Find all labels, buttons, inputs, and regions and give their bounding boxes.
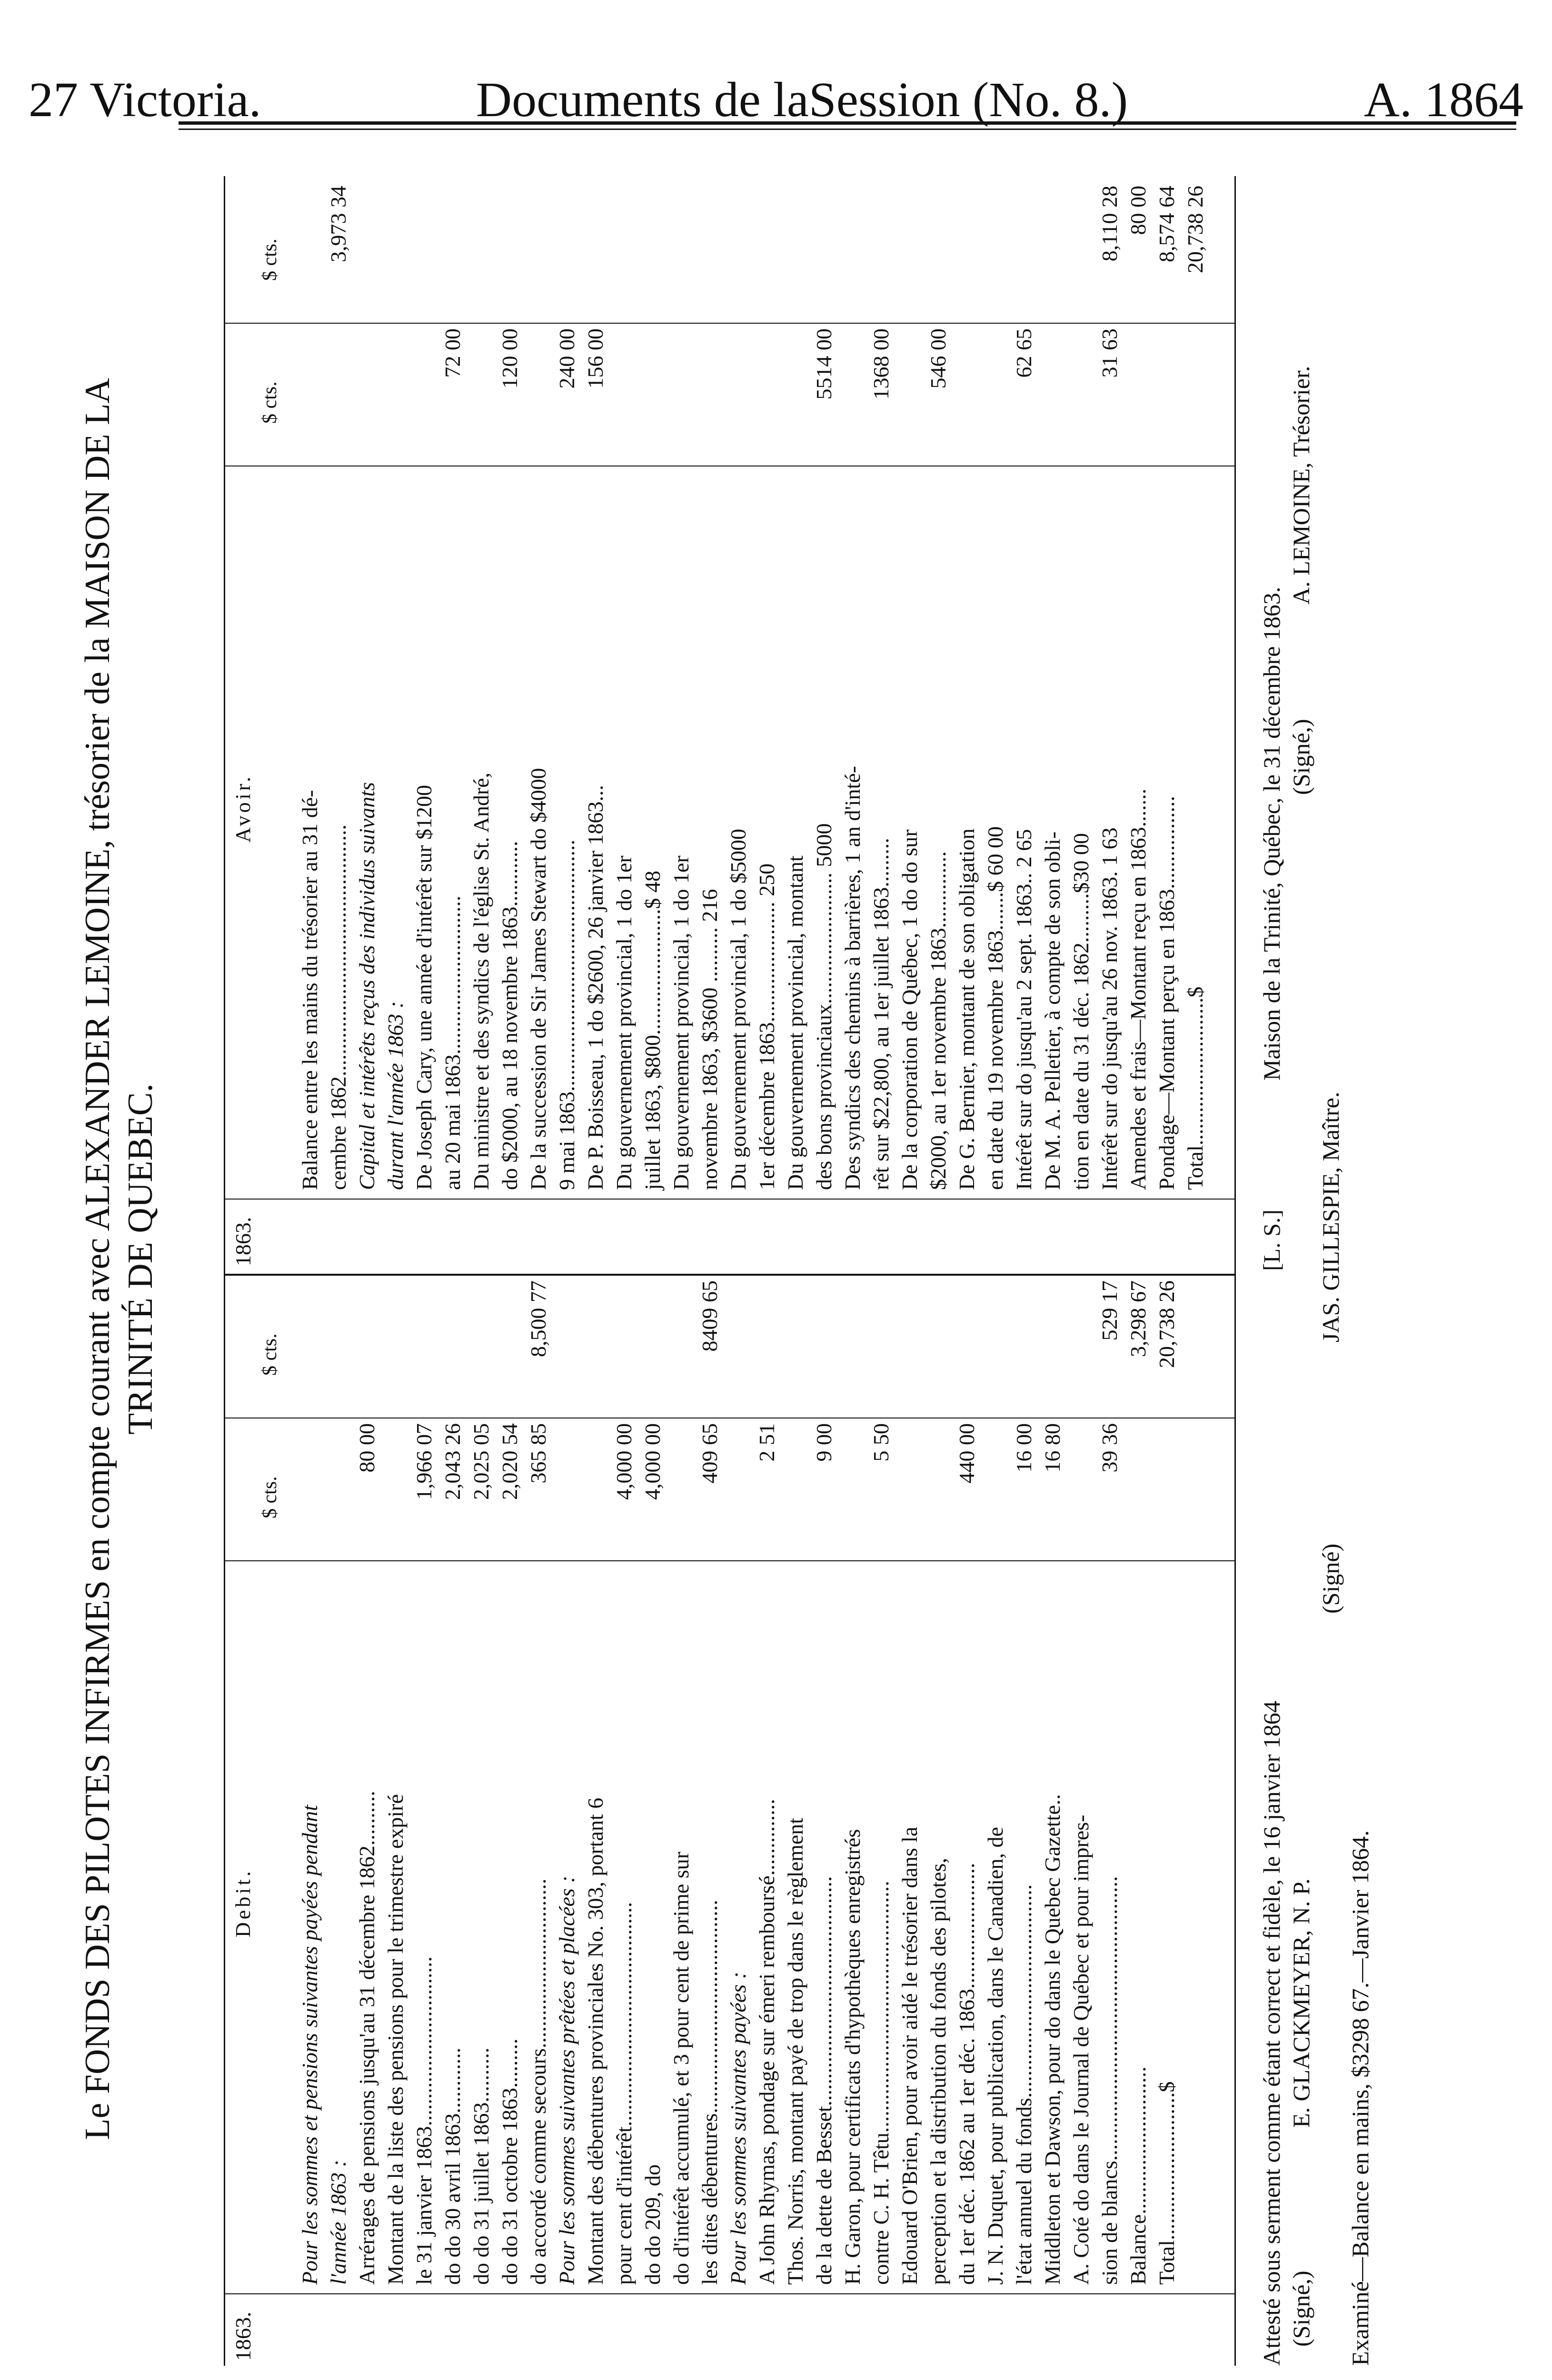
credit-amount: 31 63 <box>1097 328 1122 378</box>
signe-3: (Signé,) <box>1288 719 1314 795</box>
credit-line: Amendes et frais—Montant reçu en 1863....... <box>1126 788 1150 1190</box>
credit-unit-1: $ cts. <box>259 381 281 424</box>
debit-line: do do 209, do <box>640 2164 665 2285</box>
header-session: 27 Victoria. <box>29 72 261 127</box>
debit-line: le 31 janvier 1863............................... <box>412 1956 436 2285</box>
debit-unit-2: $ cts. <box>259 1333 281 1376</box>
debit-year-rule <box>225 2293 1234 2294</box>
debit-line: perception et la distribution du fonds des pilotes, <box>926 1858 950 2285</box>
debit-line: du 1er déc. 1862 au 1er déc. 1863....................... <box>955 1863 979 2285</box>
credit-heading: Avoir. <box>231 774 255 843</box>
debit-amount: 39 36 <box>1097 1423 1122 1473</box>
debit-amount: 1,966 07 <box>412 1423 436 1500</box>
debit-line: Montant de la liste des pensions pour le trimestre expiré <box>383 1794 408 2285</box>
ledger-table <box>224 176 1236 2366</box>
title-line-1: Le FONDS DES PILOTES INFIRMES en compte courant avec ALEXANDER LEMOINE, trésorier de la MAISON DE LA <box>78 378 117 2140</box>
examined-note: Examiné—Balance en mains, $3298 67.—Janvier 1864. <box>1347 1830 1373 2366</box>
credit-line: De Joseph Cary, une année d'intérêt sur $1200 <box>412 785 436 1190</box>
credit-amount: 120 00 <box>497 328 522 389</box>
credit-line: De P. Boisseau, 1 do $2600, 26 janvier 1863... <box>583 785 607 1190</box>
credit-unit-2: $ cts. <box>259 238 281 281</box>
debit-amount: 2 51 <box>755 1423 779 1462</box>
credit-line: Du gouvernement provincial, montant <box>783 855 807 1190</box>
credit-line: Des syndics des chemins à barrières, 1 an d'inté- <box>840 766 865 1190</box>
credit-line: Capital et intérêts reçus des individus suivants <box>355 782 379 1190</box>
debit-amount: 16 00 <box>1012 1423 1036 1473</box>
debit-line: A. Coté do dans le Journal de Québec et pour impres- <box>1069 1815 1093 2285</box>
credit-line: au 20 mai 1863............................. <box>440 895 465 1190</box>
debit-line: Montant des débentures provinciales No. 303, portant 6 <box>583 1797 607 2285</box>
debit-total: 3,298 67 <box>1126 1280 1150 1357</box>
page-header <box>0 0 1552 127</box>
debit-line: do do 31 juillet 1863.......... <box>469 2047 493 2285</box>
credit-line: $2000, au 1er novembre 1863.............. <box>926 851 950 1190</box>
debit-total: 529 17 <box>1097 1280 1122 1341</box>
credit-year: 1863. <box>231 1217 255 1266</box>
debit-line: Total...........................$ <box>1154 2081 1179 2285</box>
debit-line: Pour les sommes suivantes prêtées et placées : <box>555 1875 579 2285</box>
credit-total: 20,738 26 <box>1183 186 1207 273</box>
credit-amount: 5514 00 <box>812 328 836 400</box>
debit-amount: 16 80 <box>1040 1423 1065 1473</box>
header-rule <box>179 121 1516 125</box>
debit-line: Arrérages de pensions jusqu'au 31 décembre 1862.......... <box>355 1791 379 2285</box>
debit-amount: 2,043 26 <box>440 1423 465 1500</box>
credit-line: Du gouvernement provincial, 1 do 1er <box>612 855 636 1190</box>
debit-total: 8409 65 <box>697 1280 722 1352</box>
credit-line: cembre 1862.............................................. <box>326 824 350 1190</box>
debit-amount: 2,025 05 <box>469 1423 493 1500</box>
credit-line: rêt sur $22,800, au 1er juillet 1863......... <box>869 838 893 1190</box>
debit-amount: 9 00 <box>812 1423 836 1462</box>
debit-line: Pour les sommes et pensions suivantes payées pendant <box>298 1805 322 2285</box>
header-year: A. 1864 <box>1363 72 1523 127</box>
debit-year: 1863. <box>231 2311 255 2361</box>
header-rule-thin <box>179 129 1516 130</box>
credit-line: De G. Bernier, montant de son obligation <box>955 828 979 1190</box>
debit-line: Thos. Norris, montant payé de trop dans le règlement <box>783 1817 807 2285</box>
credit-line: 9 mai 1863.............................................. <box>555 840 579 1190</box>
credit-total: 3,973 34 <box>326 186 350 262</box>
credit-line: Du ministre et des syndics de l'église St. André, <box>469 772 493 1190</box>
place-date: Maison de la Trinité, Québec, le 31 décembre 1863. <box>1258 586 1285 1081</box>
account-title <box>76 152 162 2366</box>
debit-amount: 5 50 <box>869 1423 893 1462</box>
credit-total-rule <box>225 323 1234 324</box>
attestation: Attesté sous serment comme étant correct et fidèle, le 16 janvier 1864 <box>1258 1701 1285 2366</box>
credit-line: tion en date du 31 déc. 1862.........$30 00 <box>1069 833 1093 1190</box>
credit-line: en date du 19 novembre 1863.......$ 60 00 <box>983 826 1007 1190</box>
debit-heading: Debit. <box>231 1868 255 1937</box>
debit-amount: 80 00 <box>355 1423 379 1473</box>
seal: [L. S.] <box>1258 1209 1285 1271</box>
debit-line: do d'intérêt accumulé, et 3 pour cent de prime sur <box>669 1851 693 2285</box>
credit-line: De la corporation de Québec, 1 do do sur <box>897 829 922 1190</box>
debit-line: do do 31 octobre 1863......... <box>497 2038 522 2285</box>
title-line-2: TRINITÉ DE QUEBEC. <box>121 1083 160 1435</box>
debit-column <box>225 1274 1234 2366</box>
debit-amount: 2,020 54 <box>497 1423 522 1500</box>
credit-line: 1er décembre 1863...................... 250 <box>755 863 779 1190</box>
credit-line: Intérêt sur do jusqu'au 2 sept. 1863.. 2 65 <box>1012 829 1036 1190</box>
signe-1: (Signé,) <box>1288 2271 1314 2347</box>
credit-amount: 72 00 <box>440 328 465 378</box>
debit-amount: 4,000 00 <box>612 1423 636 1500</box>
debit-line: sion de blancs.................................................... <box>1097 1876 1122 2285</box>
debit-amount: 365 85 <box>526 1423 550 1484</box>
credit-amount: 546 00 <box>926 328 950 389</box>
rotated-account <box>19 152 1514 2366</box>
credit-amount: 62 65 <box>1012 328 1036 378</box>
debit-total: 8,500 77 <box>526 1280 550 1357</box>
credit-line: De M. A. Pelletier, à compte de son obli- <box>1040 831 1065 1190</box>
debit-amount: 4,000 00 <box>640 1423 665 1500</box>
credit-line: De la succession de Sir James Stewart do $4000 <box>526 768 550 1190</box>
debit-line: Middleton et Dawson, pour do dans le Quebec Gazette.. <box>1040 1794 1065 2285</box>
debit-line: do accordé comme secours............................... <box>526 1878 550 2285</box>
debit-line: de la dette de Besset.......................................... <box>812 1876 836 2285</box>
credit-line: Total...........................$ <box>1183 986 1207 1190</box>
credit-line: Intérêt sur do jusqu'au 26 nov. 1863. 1 63 <box>1097 827 1122 1190</box>
credit-line: durant l'année 1863 : <box>383 1001 408 1190</box>
debit-amount: 440 00 <box>955 1423 979 1484</box>
debit-line: contre C. H. Têtu.............................................. <box>869 1881 893 2285</box>
credit-total: 8,574 64 <box>1154 186 1179 262</box>
debit-line: A John Rhymas, pondage sur émeri remboursé.............. <box>755 1799 779 2285</box>
debit-amount: 409 65 <box>697 1423 722 1484</box>
debit-line: J. N. Duquet, pour publication, dans le Canadien, de <box>983 1827 1007 2285</box>
credit-line: Du gouvernement provincial, 1 do $5000 <box>726 829 750 1190</box>
credit-line: Balance entre les mains du trésorier au 31 dé- <box>298 790 322 1190</box>
debit-line: les dites débentures....................................... <box>697 1900 722 2285</box>
master: JAS. GILLESPIE, Maître. <box>1317 1091 1344 1342</box>
debit-line: Edouard O'Brien, pour avoir aidé le trésorier dans la <box>897 1826 922 2285</box>
signe-2: (Signé) <box>1317 1543 1344 1614</box>
notary: E. GLACKMEYER, N. P. <box>1288 1878 1314 2128</box>
credit-column <box>225 176 1234 1271</box>
debit-total: 20,738 26 <box>1154 1280 1179 1368</box>
debit-line: do do 30 avril 1863............ <box>440 2047 465 2285</box>
debit-line: Balance........................... <box>1126 2066 1150 2285</box>
debit-line: pour cent d'intérêt......................................... <box>612 1902 636 2285</box>
credit-amount: 156 00 <box>583 328 607 389</box>
credit-line: des bons provinciaux........................ 5000 <box>812 823 836 1190</box>
debit-line: l'état annuel du fonds....................................... <box>1012 1884 1036 2285</box>
credit-amount: 1368 00 <box>869 328 893 400</box>
credit-year-rule <box>225 1199 1234 1200</box>
debit-line: l'année 1863 : <box>326 2160 350 2285</box>
credit-line: Pondage—Montant perçu en 1863................. <box>1154 796 1179 1190</box>
credit-total: 80 00 <box>1126 186 1150 235</box>
debit-line: H. Garon, pour certificats d'hypothèques enregistrés <box>840 1829 865 2285</box>
credit-amount: 240 00 <box>555 328 579 389</box>
treasurer: A. LEMOINE, Trésorier. <box>1288 366 1314 605</box>
credit-line: do $2000, au 18 novembre 1863............ <box>497 841 522 1190</box>
debit-line: Pour les sommes suivantes payées : <box>726 1972 750 2285</box>
credit-total: 8,110 28 <box>1097 186 1122 262</box>
debit-unit-1: $ cts. <box>259 1476 281 1518</box>
credit-line: juillet 1863, $800.......................$ 48 <box>640 871 665 1190</box>
header-title: Documents de laSession (No. 8.) <box>476 72 1128 127</box>
credit-line: Du gouvernement provincial, 1 do 1er <box>669 855 693 1190</box>
credit-line: novembre 1863, $3600 .......... 216 <box>697 889 722 1190</box>
